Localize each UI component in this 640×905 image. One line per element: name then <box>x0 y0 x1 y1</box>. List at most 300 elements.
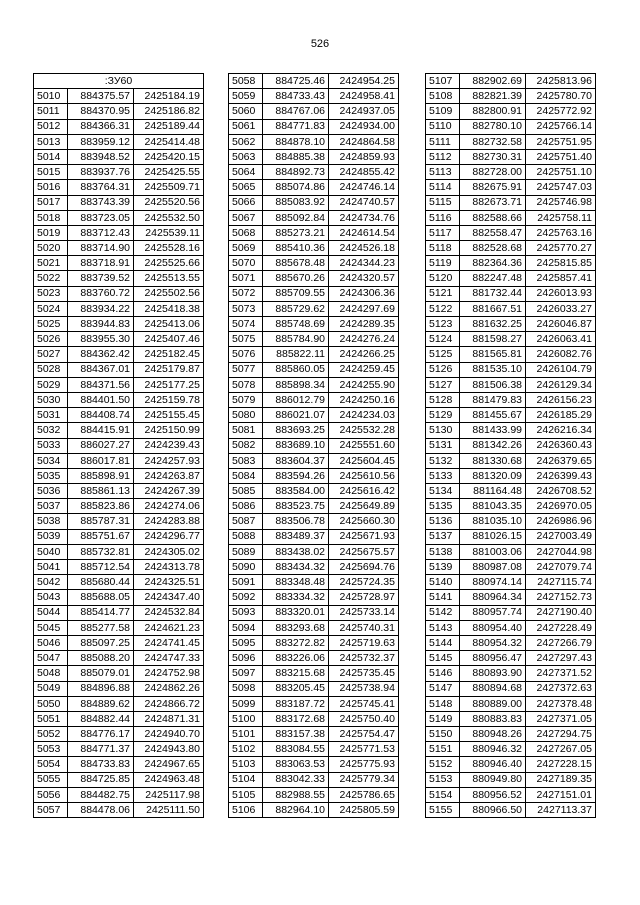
point-number: 5072 <box>229 286 263 301</box>
point-number: 5147 <box>426 681 460 696</box>
y-coordinate: 2427044.98 <box>526 544 596 559</box>
table-row <box>426 772 596 787</box>
y-coordinate: 2425539.11 <box>134 225 204 240</box>
table-row <box>426 651 596 666</box>
x-coordinate: 885680.44 <box>68 575 134 590</box>
y-coordinate: 2425177.25 <box>134 377 204 392</box>
table-row <box>34 317 204 332</box>
point-number: 5044 <box>34 605 68 620</box>
x-coordinate: 885688.05 <box>68 590 134 605</box>
table-row <box>229 286 399 301</box>
y-coordinate: 2424267.39 <box>134 484 204 499</box>
y-coordinate: 2425751.40 <box>526 149 596 164</box>
point-number: 5118 <box>426 241 460 256</box>
table-row <box>34 529 204 544</box>
table-row <box>426 165 596 180</box>
table-row <box>34 803 204 818</box>
y-coordinate: 2424958.41 <box>329 89 399 104</box>
point-number: 5089 <box>229 544 263 559</box>
point-number: 5015 <box>34 165 68 180</box>
y-coordinate: 2424871.31 <box>134 711 204 726</box>
point-number: 5127 <box>426 377 460 392</box>
x-coordinate: 884896.88 <box>68 681 134 696</box>
x-coordinate: 885273.21 <box>263 225 329 240</box>
x-coordinate: 881330.68 <box>460 453 526 468</box>
x-coordinate: 885414.77 <box>68 605 134 620</box>
y-coordinate: 2425770.27 <box>526 241 596 256</box>
y-coordinate: 2427151.01 <box>526 787 596 802</box>
point-number: 5022 <box>34 271 68 286</box>
table-row <box>426 484 596 499</box>
point-number: 5048 <box>34 666 68 681</box>
point-number: 5077 <box>229 362 263 377</box>
table-row <box>229 635 399 650</box>
x-coordinate: 881455.67 <box>460 408 526 423</box>
y-coordinate: 2426046.87 <box>526 317 596 332</box>
x-coordinate: 884408.74 <box>68 408 134 423</box>
x-coordinate: 880974.14 <box>460 575 526 590</box>
y-coordinate: 2425815.85 <box>526 256 596 271</box>
y-coordinate: 2424526.18 <box>329 241 399 256</box>
x-coordinate: 883760.72 <box>68 286 134 301</box>
y-coordinate: 2425766.14 <box>526 119 596 134</box>
point-number: 5121 <box>426 286 460 301</box>
x-coordinate: 883743.39 <box>68 195 134 210</box>
point-number: 5064 <box>229 165 263 180</box>
y-coordinate: 2427228.49 <box>526 620 596 635</box>
y-coordinate: 2425420.15 <box>134 149 204 164</box>
point-number: 5056 <box>34 787 68 802</box>
point-number: 5107 <box>426 74 460 89</box>
point-number: 5086 <box>229 499 263 514</box>
x-coordinate: 883348.48 <box>263 575 329 590</box>
x-coordinate: 885732.81 <box>68 544 134 559</box>
x-coordinate: 880957.74 <box>460 605 526 620</box>
point-number: 5091 <box>229 575 263 590</box>
table-row <box>229 560 399 575</box>
x-coordinate: 883438.02 <box>263 544 329 559</box>
point-number: 5141 <box>426 590 460 605</box>
point-number: 5058 <box>229 74 263 89</box>
x-coordinate: 883693.25 <box>263 423 329 438</box>
point-number: 5094 <box>229 620 263 635</box>
table-row <box>229 180 399 195</box>
table-row <box>426 149 596 164</box>
table-header-row <box>34 74 204 89</box>
x-coordinate: 885097.25 <box>68 635 134 650</box>
table-row <box>229 210 399 225</box>
point-number: 5063 <box>229 149 263 164</box>
y-coordinate: 2426986.96 <box>526 514 596 529</box>
y-coordinate: 2424305.02 <box>134 544 204 559</box>
point-number: 5108 <box>426 89 460 104</box>
x-coordinate: 883272.82 <box>263 635 329 650</box>
y-coordinate: 2424306.36 <box>329 286 399 301</box>
table-row <box>426 241 596 256</box>
x-coordinate: 885670.26 <box>263 271 329 286</box>
x-coordinate: 882673.71 <box>460 195 526 210</box>
x-coordinate: 886017.81 <box>68 453 134 468</box>
y-coordinate: 2424266.25 <box>329 347 399 362</box>
x-coordinate: 884362.42 <box>68 347 134 362</box>
table-row <box>426 347 596 362</box>
point-number: 5095 <box>229 635 263 650</box>
x-coordinate: 885277.58 <box>68 620 134 635</box>
x-coordinate: 884885.38 <box>263 149 329 164</box>
table-row <box>426 210 596 225</box>
point-number: 5151 <box>426 742 460 757</box>
x-coordinate: 880966.50 <box>460 803 526 818</box>
point-number: 5087 <box>229 514 263 529</box>
table-row <box>229 149 399 164</box>
point-number: 5154 <box>426 787 460 802</box>
x-coordinate: 884370.95 <box>68 104 134 119</box>
table-row <box>229 711 399 726</box>
point-number: 5120 <box>426 271 460 286</box>
point-number: 5013 <box>34 134 68 149</box>
y-coordinate: 2427115.74 <box>526 575 596 590</box>
y-coordinate: 2427294.75 <box>526 727 596 742</box>
x-coordinate: 882558.47 <box>460 225 526 240</box>
table-row <box>34 89 204 104</box>
table-row <box>34 605 204 620</box>
y-coordinate: 2424234.03 <box>329 408 399 423</box>
y-coordinate: 2425418.38 <box>134 301 204 316</box>
point-number: 5084 <box>229 468 263 483</box>
x-coordinate: 885709.55 <box>263 286 329 301</box>
table-row <box>426 544 596 559</box>
x-coordinate: 882528.68 <box>460 241 526 256</box>
point-number: 5106 <box>229 803 263 818</box>
point-number: 5055 <box>34 772 68 787</box>
point-number: 5098 <box>229 681 263 696</box>
table-row <box>426 575 596 590</box>
table-row <box>229 499 399 514</box>
y-coordinate: 2427371.52 <box>526 666 596 681</box>
point-number: 5088 <box>229 529 263 544</box>
y-coordinate: 2425425.55 <box>134 165 204 180</box>
y-coordinate: 2424954.25 <box>329 74 399 89</box>
y-coordinate: 2426185.29 <box>526 408 596 423</box>
y-coordinate: 2425786.65 <box>329 787 399 802</box>
point-number: 5029 <box>34 377 68 392</box>
table-row <box>426 271 596 286</box>
point-number: 5018 <box>34 210 68 225</box>
point-number: 5116 <box>426 210 460 225</box>
table-row <box>34 651 204 666</box>
table-row <box>426 635 596 650</box>
table-row <box>34 301 204 316</box>
point-number: 5138 <box>426 544 460 559</box>
x-coordinate: 884482.75 <box>68 787 134 802</box>
table-row <box>426 134 596 149</box>
x-coordinate: 880946.32 <box>460 742 526 757</box>
x-coordinate: 881632.25 <box>460 317 526 332</box>
table-row <box>229 104 399 119</box>
y-coordinate: 2426970.05 <box>526 499 596 514</box>
table-row <box>34 727 204 742</box>
y-coordinate: 2424257.93 <box>134 453 204 468</box>
point-number: 5081 <box>229 423 263 438</box>
x-coordinate: 882902.69 <box>460 74 526 89</box>
y-coordinate: 2424276.24 <box>329 332 399 347</box>
table-row <box>229 727 399 742</box>
point-number: 5140 <box>426 575 460 590</box>
y-coordinate: 2425184.19 <box>134 89 204 104</box>
table-row <box>426 620 596 635</box>
y-coordinate: 2424967.65 <box>134 757 204 772</box>
x-coordinate: 880964.34 <box>460 590 526 605</box>
y-coordinate: 2424747.33 <box>134 651 204 666</box>
table-row <box>426 468 596 483</box>
x-coordinate: 881565.81 <box>460 347 526 362</box>
y-coordinate: 2425754.47 <box>329 727 399 742</box>
point-number: 5093 <box>229 605 263 620</box>
y-coordinate: 2426379.65 <box>526 453 596 468</box>
point-number: 5017 <box>34 195 68 210</box>
x-coordinate: 884889.62 <box>68 696 134 711</box>
table-row <box>229 575 399 590</box>
y-coordinate: 2425604.45 <box>329 453 399 468</box>
y-coordinate: 2425532.28 <box>329 423 399 438</box>
y-coordinate: 2426013.93 <box>526 286 596 301</box>
point-number: 5109 <box>426 104 460 119</box>
table-row <box>426 317 596 332</box>
table-row <box>426 225 596 240</box>
point-number: 5153 <box>426 772 460 787</box>
point-number: 5137 <box>426 529 460 544</box>
y-coordinate: 2424325.51 <box>134 575 204 590</box>
point-number: 5060 <box>229 104 263 119</box>
table-row <box>229 438 399 453</box>
point-number: 5026 <box>34 332 68 347</box>
y-coordinate: 2424741.45 <box>134 635 204 650</box>
table-row <box>34 332 204 347</box>
y-coordinate: 2424296.77 <box>134 529 204 544</box>
table-row <box>426 408 596 423</box>
y-coordinate: 2425750.40 <box>329 711 399 726</box>
coordinates-table-2 <box>228 73 399 818</box>
y-coordinate: 2427152.73 <box>526 590 596 605</box>
point-number: 5012 <box>34 119 68 134</box>
table-row <box>426 666 596 681</box>
y-coordinate: 2427190.40 <box>526 605 596 620</box>
y-coordinate: 2427378.48 <box>526 696 596 711</box>
y-coordinate: 2427266.79 <box>526 635 596 650</box>
y-coordinate: 2425414.48 <box>134 134 204 149</box>
x-coordinate: 880889.00 <box>460 696 526 711</box>
x-coordinate: 885823.86 <box>68 499 134 514</box>
point-number: 5076 <box>229 347 263 362</box>
table-row <box>426 453 596 468</box>
x-coordinate: 883489.37 <box>263 529 329 544</box>
table-row <box>426 362 596 377</box>
point-number: 5111 <box>426 134 460 149</box>
x-coordinate: 885748.69 <box>263 317 329 332</box>
point-number: 5040 <box>34 544 68 559</box>
table-row <box>34 757 204 772</box>
point-number: 5020 <box>34 241 68 256</box>
x-coordinate: 881667.51 <box>460 301 526 316</box>
y-coordinate: 2425733.14 <box>329 605 399 620</box>
x-coordinate: 882780.10 <box>460 119 526 134</box>
point-number: 5100 <box>229 711 263 726</box>
table-row <box>34 210 204 225</box>
table-row <box>229 651 399 666</box>
point-number: 5024 <box>34 301 68 316</box>
x-coordinate: 882247.48 <box>460 271 526 286</box>
x-coordinate: 884892.73 <box>263 165 329 180</box>
x-coordinate: 884371.56 <box>68 377 134 392</box>
table-row <box>229 696 399 711</box>
table-row <box>229 165 399 180</box>
table-row <box>229 195 399 210</box>
y-coordinate: 2424263.87 <box>134 468 204 483</box>
y-coordinate: 2424532.84 <box>134 605 204 620</box>
point-number: 5050 <box>34 696 68 711</box>
point-number: 5117 <box>426 225 460 240</box>
y-coordinate: 2425779.34 <box>329 772 399 787</box>
x-coordinate: 881320.09 <box>460 468 526 483</box>
point-number: 5010 <box>34 89 68 104</box>
x-coordinate: 881598.27 <box>460 332 526 347</box>
y-coordinate: 2426216.34 <box>526 423 596 438</box>
y-coordinate: 2425751.95 <box>526 134 596 149</box>
x-coordinate: 883434.32 <box>263 560 329 575</box>
y-coordinate: 2424937.05 <box>329 104 399 119</box>
point-number: 5114 <box>426 180 460 195</box>
table-row <box>426 286 596 301</box>
point-number: 5113 <box>426 165 460 180</box>
page-number: 526 <box>310 38 330 50</box>
point-number: 5057 <box>34 803 68 818</box>
x-coordinate: 883764.31 <box>68 180 134 195</box>
table-row <box>229 681 399 696</box>
y-coordinate: 2427267.05 <box>526 742 596 757</box>
table-row <box>34 575 204 590</box>
x-coordinate: 885898.91 <box>68 468 134 483</box>
point-number: 5061 <box>229 119 263 134</box>
x-coordinate: 883042.33 <box>263 772 329 787</box>
table-row <box>229 271 399 286</box>
x-coordinate: 881433.99 <box>460 423 526 438</box>
table-row <box>34 165 204 180</box>
x-coordinate: 884771.83 <box>263 119 329 134</box>
x-coordinate: 885861.13 <box>68 484 134 499</box>
x-coordinate: 884415.91 <box>68 423 134 438</box>
table-row <box>229 590 399 605</box>
y-coordinate: 2425111.50 <box>134 803 204 818</box>
x-coordinate: 883594.26 <box>263 468 329 483</box>
point-number: 5036 <box>34 484 68 499</box>
point-number: 5046 <box>34 635 68 650</box>
point-number: 5122 <box>426 301 460 316</box>
point-number: 5080 <box>229 408 263 423</box>
point-number: 5043 <box>34 590 68 605</box>
x-coordinate: 882728.00 <box>460 165 526 180</box>
point-number: 5146 <box>426 666 460 681</box>
point-number: 5135 <box>426 499 460 514</box>
table-row <box>426 332 596 347</box>
point-number: 5143 <box>426 620 460 635</box>
y-coordinate: 2424859.93 <box>329 149 399 164</box>
x-coordinate: 880883.83 <box>460 711 526 726</box>
point-number: 5078 <box>229 377 263 392</box>
point-number: 5101 <box>229 727 263 742</box>
point-number: 5129 <box>426 408 460 423</box>
y-coordinate: 2426033.27 <box>526 301 596 316</box>
y-coordinate: 2424313.78 <box>134 560 204 575</box>
table-row <box>426 605 596 620</box>
x-coordinate: 884882.44 <box>68 711 134 726</box>
x-coordinate: 883523.75 <box>263 499 329 514</box>
table-row <box>34 180 204 195</box>
point-number: 5069 <box>229 241 263 256</box>
x-coordinate: 884878.10 <box>263 134 329 149</box>
table-row <box>34 392 204 407</box>
y-coordinate: 2425671.93 <box>329 529 399 544</box>
x-coordinate: 886027.27 <box>68 438 134 453</box>
point-number: 5023 <box>34 286 68 301</box>
point-number: 5079 <box>229 392 263 407</box>
x-coordinate: 882821.39 <box>460 89 526 104</box>
point-number: 5071 <box>229 271 263 286</box>
y-coordinate: 2425502.56 <box>134 286 204 301</box>
point-number: 5045 <box>34 620 68 635</box>
table-row <box>34 271 204 286</box>
point-number: 5126 <box>426 362 460 377</box>
table-row <box>229 772 399 787</box>
y-coordinate: 2425610.56 <box>329 468 399 483</box>
table-row <box>34 696 204 711</box>
table-row <box>229 453 399 468</box>
y-coordinate: 2425649.89 <box>329 499 399 514</box>
point-number: 5082 <box>229 438 263 453</box>
y-coordinate: 2425520.56 <box>134 195 204 210</box>
y-coordinate: 2424347.40 <box>134 590 204 605</box>
point-number: 5110 <box>426 119 460 134</box>
table-row <box>229 468 399 483</box>
y-coordinate: 2425694.76 <box>329 560 399 575</box>
x-coordinate: 883084.55 <box>263 742 329 757</box>
x-coordinate: 883334.32 <box>263 590 329 605</box>
x-coordinate: 883157.38 <box>263 727 329 742</box>
point-number: 5112 <box>426 149 460 164</box>
x-coordinate: 883172.68 <box>263 711 329 726</box>
point-number: 5105 <box>229 787 263 802</box>
point-number: 5149 <box>426 711 460 726</box>
y-coordinate: 2424943.80 <box>134 742 204 757</box>
point-number: 5070 <box>229 256 263 271</box>
x-coordinate: 883955.30 <box>68 332 134 347</box>
x-coordinate: 884478.06 <box>68 803 134 818</box>
y-coordinate: 2425189.44 <box>134 119 204 134</box>
table-row <box>426 757 596 772</box>
table-row <box>229 484 399 499</box>
y-coordinate: 2425413.06 <box>134 317 204 332</box>
y-coordinate: 2425724.35 <box>329 575 399 590</box>
y-coordinate: 2424259.45 <box>329 362 399 377</box>
table-row <box>34 544 204 559</box>
x-coordinate: 880954.40 <box>460 620 526 635</box>
x-coordinate: 883584.00 <box>263 484 329 499</box>
y-coordinate: 2424855.42 <box>329 165 399 180</box>
table-row <box>34 225 204 240</box>
table-row <box>426 392 596 407</box>
table-row <box>426 74 596 89</box>
point-number: 5090 <box>229 560 263 575</box>
y-coordinate: 2424289.35 <box>329 317 399 332</box>
